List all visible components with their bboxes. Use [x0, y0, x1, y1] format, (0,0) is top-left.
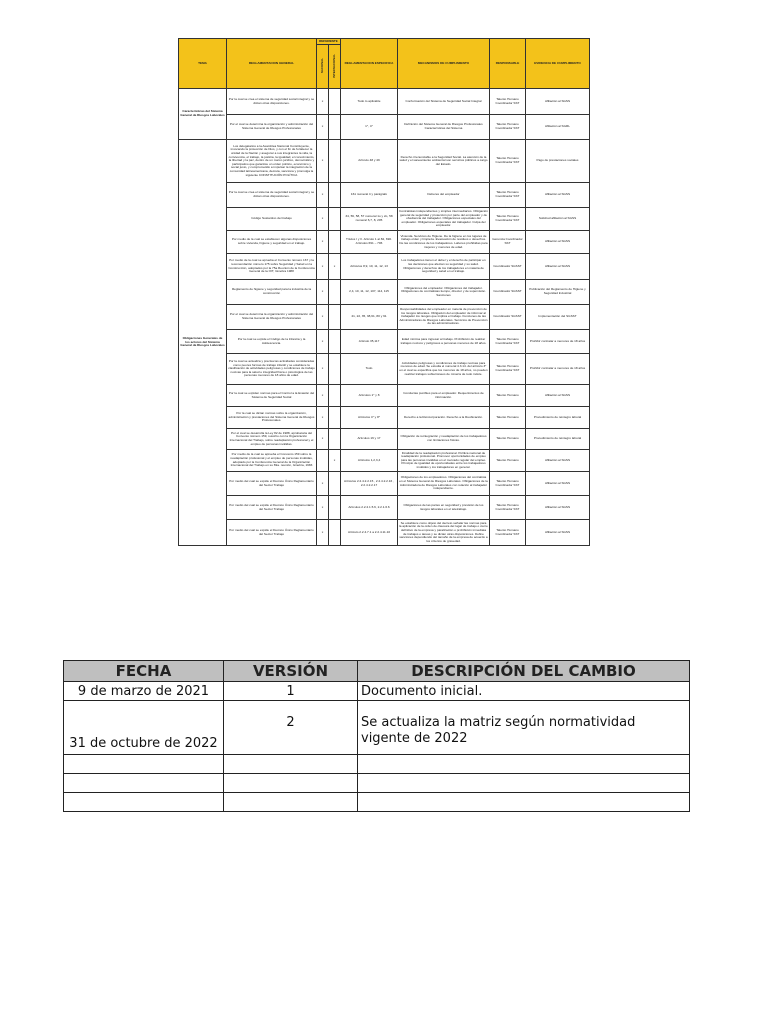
nacional-cell: x: [317, 385, 329, 407]
reg-general-cell: Por la cual se expide el Código de la Infancia y la Adolescencia.: [227, 330, 317, 354]
responsable-cell: Talento Humano Coordinador SST: [490, 472, 526, 496]
responsable-cell: Talento Humano Coordinador SST: [490, 115, 526, 140]
reg-general-cell: Por el cual se desarrolla la Ley 82 de 1988, aprobatoria del Convenio número 159, suscrito con la Organización Internacional del Trabajo, sobre readaptación profesional y el empleo de personas inválidas.: [227, 429, 317, 450]
mecanismo-cell: Finalidad de la readaptación profesional. Política nacional de readaptación profesional. Promover oportunidades de empleo para las personas inválidas en el mercado regular del empleo. Principio de igualdad de oportunidades entre los trabajadores inválidos y los trabajadores en general.: [398, 450, 490, 472]
nacional-cell: x: [317, 407, 329, 429]
change-version: [224, 774, 358, 793]
evidencia-cell: Publicación del Reglamento de Higiene y Seguridad Industrial: [526, 280, 590, 305]
tema-cell: Características del Sistema General de Riesgos Laborales: [179, 89, 227, 140]
evidencia-cell: Implementación del SGSST: [526, 305, 590, 330]
internacional-cell: [329, 472, 341, 496]
reg-especifica-cell: Artículo 2.2.4.7.1 a 2.2.4.11.10: [341, 520, 398, 546]
mecanismo-cell: Deberes del empleador: [398, 183, 490, 208]
change-fecha: 31 de octubre de 2022: [64, 701, 224, 755]
reg-general-cell: Por la cual se actualiza y precisa las actividades consideradas como peores formas de trabajo infantil y se establece la clasificación de actividades peligrosas y condiciones de trabajo nocivas para la salud e integridad física o psicológica de las personas menores de 18 años de edad.: [227, 354, 317, 385]
internacional-cell: [329, 496, 341, 520]
responsable-cell: Talento Humano Coordinador SST: [490, 89, 526, 115]
internacional-cell: [329, 231, 341, 254]
reg-general-cell: Por el cual se determina la organización y administración del Sistema General de Riesgos Profesionales: [227, 305, 317, 330]
nacional-cell: x: [317, 208, 329, 231]
change-fecha: 9 de marzo de 2021: [64, 682, 224, 701]
evidencia-cell: Afiliación al SGSS: [526, 496, 590, 520]
evidencia-cell: Afiliación al SGSS: [526, 520, 590, 546]
matrix-row: [179, 231, 590, 254]
evidencia-cell: Procedimiento de reintegro laboral: [526, 429, 590, 450]
nacional-cell: x: [317, 89, 329, 115]
responsable-cell: Talento Humano Coordinador SST: [490, 140, 526, 183]
reg-general-cell: Reglamento de higiene y seguridad para la industria de la construcción: [227, 280, 317, 305]
reg-especifica-cell: 161 numeral 4 y parágrafo: [341, 183, 398, 208]
matrix-row: [179, 407, 590, 429]
evidencia-cell: Pago de prestaciones sociales: [526, 140, 590, 183]
responsable-cell: Talento Humano Coordinador SST: [490, 183, 526, 208]
mecanismo-cell: Actividades peligrosas y condiciones de trabajo nocivas para menores de edad. Se estudia el numeral 4.3.14. del artículo 3° en el cual se especifica que los menores de 18 años, no pueden realizar trabajos subterráneos de minería de todo índole.: [398, 354, 490, 385]
nacional-cell: x: [317, 305, 329, 330]
nacional-cell: x: [317, 429, 329, 450]
internacional-cell: x: [329, 450, 341, 472]
responsable-cell: Talento Humano Coordinador SST: [490, 496, 526, 520]
change-descripcion: Se actualiza la matriz según normatividad vigente de 2022: [358, 701, 690, 755]
change-header-version: VERSIÓN: [224, 661, 358, 682]
nacional-cell: x: [317, 496, 329, 520]
change-fecha: [64, 774, 224, 793]
evidencia-cell: Afiliación al SGRL: [526, 115, 590, 140]
mecanismo-cell: Edad mínima para ingresar al trabajo. Prohibición de realizar trabajos nocivos y peligrosos a personas menores de 18 años.: [398, 330, 490, 354]
reg-general-cell: Por la cual se crea el sistema de seguridad social integral y se dictan otras disposiciones.: [227, 183, 317, 208]
mecanismo-cell: Contratistas independientes y simples intermediarios. Obligación general de seguridad y protección por parte del empleador y de obediencia del trabajador. Obligaciones especiales del empleador. Obligaciones especiales del trabajador. Culpa del empleador.: [398, 208, 490, 231]
reg-especifica-cell: 2,4, 10, 11, 12, 107, 114, 115: [341, 280, 398, 305]
reg-general-cell: Por la cual se crea el sistema de seguridad social integral y se dictan otras disposiciones.: [227, 89, 317, 115]
reg-general-cell: Por la cual se expiden normas para el Control a la Evasión del Sistema de Seguridad Social: [227, 385, 317, 407]
evidencia-cell: Afiliación al SGSS: [526, 472, 590, 496]
reg-general-cell: Por medio de la cual se aprueba el Convenio número 167 y la recomendación número 175 sobre Seguridad y Salud en la Construcción, adoptados por la 75a Reunión de la Conferencia General de la OIT, Ginebra 1988: [227, 254, 317, 280]
reg-especifica-cell: Todo: [341, 354, 398, 385]
internacional-cell: [329, 115, 341, 140]
change-row: [64, 774, 690, 793]
header-responsable: RESPONSABLE: [490, 39, 526, 89]
header-referente: REFERENTE: [317, 39, 341, 45]
reg-general-cell: Por la cual se dictan normas sobre la organización, administración y prestaciones del Sistema General de Riesgos Profesionales.: [227, 407, 317, 429]
change-descripcion: [358, 774, 690, 793]
matrix-row: [179, 208, 590, 231]
reg-general-cell: Por medio del cual se expide el Decreto Único Reglamentario del Sector Trabajo: [227, 472, 317, 496]
nacional-cell: x: [317, 354, 329, 385]
evidencia-cell: Afiliación al SGSS: [526, 450, 590, 472]
header-mecanismos: MECANISMOS DE CUMPLIMIENTO: [398, 39, 490, 89]
matrix-row: [179, 472, 590, 496]
matrix-body: [179, 89, 590, 546]
matrix-row: [179, 496, 590, 520]
matrix-row: [179, 115, 590, 140]
internacional-cell: [329, 429, 341, 450]
evidencia-cell: Afiliación al SGSS: [526, 254, 590, 280]
header-reglamentacion-especifica: REGLAMENTACION ESPECIFICA: [341, 39, 398, 89]
header-reglamentacion-general: REGLAMENTACION GENERAL: [227, 39, 317, 89]
matrix-row: [179, 89, 590, 115]
internacional-cell: [329, 354, 341, 385]
internacional-cell: x: [329, 254, 341, 280]
reg-especifica-cell: Artículos 2.2.4.1.5.6, 2.2.1.6.6: [341, 496, 398, 520]
mecanismo-cell: Los trabajadores tienen el deber y el derecho de participar en las decisiones que afectan su seguridad y su salud. Obligaciones y derechos de los trabajadores en materia de seguridad y salud en el trabajo.: [398, 254, 490, 280]
matrix-row: [179, 354, 590, 385]
evidencia-cell: Prohibir contratar a menores de 18 años: [526, 330, 590, 354]
mecanismo-cell: Obligaciones de las partes en seguridad y previsión de los riesgos laborales en el teletrabajo.: [398, 496, 490, 520]
reg-general-cell: Código Sustantivo del trabajo: [227, 208, 317, 231]
mecanismo-cell: Responsabilidades del empleador en materia de prevención de los riesgos laborales. Obligación del empleador de informar al trabajador los riesgos que implica el trabajo. Funciones de las Administradoras de Riesgos Laborales. Servicios de Prevención de las administradoras.: [398, 305, 490, 330]
change-header-fecha: FECHA: [64, 661, 224, 682]
matrix-row: [179, 450, 590, 472]
evidencia-cell: Prohibir contratar a menores de 18 años: [526, 354, 590, 385]
responsable-cell: Talento Humano Coordinador SST: [490, 330, 526, 354]
matrix-row: [179, 385, 590, 407]
change-header-descripcion: DESCRIPCIÓN DEL CAMBIO: [358, 661, 690, 682]
responsable-cell: Coordinador SGSST: [490, 305, 526, 330]
responsable-cell: Talento Humano: [490, 407, 526, 429]
mecanismo-cell: Obligaciones del empleador. Obligaciones del trabajador. Obligaciones de contratistas tiempo, director y de supervisión. Sanciones: [398, 280, 490, 305]
mecanismo-cell: Conductas punibles para el empleador. Requerimientos de información.: [398, 385, 490, 407]
change-version: [224, 793, 358, 812]
reg-especifica-cell: 21, 22, 35, 38,61, 80 y 91: [341, 305, 398, 330]
internacional-cell: [329, 305, 341, 330]
internacional-cell: [329, 89, 341, 115]
internacional-cell: [329, 280, 341, 305]
change-row: [64, 755, 690, 774]
reg-especifica-cell: Artículos 16 y 17: [341, 429, 398, 450]
change-fecha: [64, 755, 224, 774]
mecanismo-cell: Se establece como objeto del decreto señalar las normas para la aplicación de la orden de clausura del lugar de trabajo o cierre definitivo de la empresa y paralización o prohibición inmediata de trabajos o tareas y se dictan otras disposiciones. Define sanciones dependiendo del tamaño de la empresa de acuerdo a los criterios de gravedad.: [398, 520, 490, 546]
nacional-cell: x: [317, 231, 329, 254]
evidencia-cell: Afiliación al SGSS: [526, 183, 590, 208]
reg-especifica-cell: Artículos 8,9, 10, 11, 12, 13: [341, 254, 398, 280]
matrix-row: [179, 330, 590, 354]
reg-especifica-cell: Artículos 1° y 8: [341, 385, 398, 407]
reg-especifica-cell: Artículos 1,2,3,4: [341, 450, 398, 472]
responsable-cell: Talento Humano: [490, 450, 526, 472]
reg-general-cell: Por medio del cual se expide el Decreto Único Reglamentario del Sector Trabajo: [227, 520, 317, 546]
evidencia-cell: Procedimiento de reintegro laboral: [526, 407, 590, 429]
matrix-row: [179, 520, 590, 546]
evidencia-cell: Afiliación al SGSS: [526, 231, 590, 254]
nacional-cell: x: [317, 472, 329, 496]
reg-especifica-cell: Artículos 2.2.4.2.2.15 , 2.2.4.2.2.16 , 2.2.4.2.2.17: [341, 472, 398, 496]
reg-especifica-cell: 34, 56, 58, 57 numeral 1o y 2o, 58 numeral 6,7, 8, 205: [341, 208, 398, 231]
nacional-cell: x: [317, 330, 329, 354]
nacional-cell: x: [317, 254, 329, 280]
matrix-row: [179, 183, 590, 208]
change-row: [64, 701, 690, 755]
responsable-cell: Coordinador SGSST: [490, 280, 526, 305]
change-version: 2: [224, 701, 358, 755]
nacional-cell: x: [317, 183, 329, 208]
responsable-cell: Coordinador SGSST: [490, 254, 526, 280]
nacional-cell: x: [317, 115, 329, 140]
header-nacional: NACIONAL: [317, 45, 329, 89]
header-internacional: INTERNACIONAL: [329, 45, 341, 89]
nacional-cell: [317, 450, 329, 472]
responsable-cell: Talento Humano Coordinador SST: [490, 208, 526, 231]
responsable-cell: Talento Humano Coordinador SST: [490, 354, 526, 385]
internacional-cell: [329, 183, 341, 208]
mecanismo-cell: Obligación de reintegración y readaptación de los trabajadores con limitaciones físicas.: [398, 429, 490, 450]
matrix-row: [179, 140, 590, 183]
internacional-cell: [329, 520, 341, 546]
change-fecha: [64, 793, 224, 812]
header-evidencia: EVIDENCIA DE CUMPLIMIENTO: [526, 39, 590, 89]
responsable-cell: Talento Humano Coordinador SST: [490, 520, 526, 546]
internacional-cell: [329, 208, 341, 231]
change-descripcion: [358, 755, 690, 774]
nacional-cell: x: [317, 140, 329, 183]
evidencia-cell: Afiliación al SGSS: [526, 385, 590, 407]
internacional-cell: [329, 385, 341, 407]
change-log-table: [63, 660, 690, 812]
tema-cell: Obligaciones Generales de los actores del Sistema General de Riesgos Laborales: [179, 140, 227, 546]
evidencia-cell: Afiliación al SGSS: [526, 89, 590, 115]
mecanismo-cell: Derecho a la Reincorporación. Derecho a la Reubicación.: [398, 407, 490, 429]
reg-general-cell: Por el cual se determina la organización y administración del Sistema General de Riesgos Profesionales: [227, 115, 317, 140]
evidencia-cell: Solicitud afiliación al SGSS: [526, 208, 590, 231]
nacional-cell: x: [317, 520, 329, 546]
mecanismo-cell: Definición del Sistema General de Riesgos Profesionales Características del Sistema: [398, 115, 490, 140]
matrix-row: [179, 305, 590, 330]
reg-especifica-cell: Artículo 35,117: [341, 330, 398, 354]
mecanismo-cell: Conformación del Sistema de Seguridad Social Integral: [398, 89, 490, 115]
mecanismo-cell: Derecho irrenunciable a la Seguridad Social. La atención de la salud y el saneamiento ambiental son servicios públicos a cargo del Estado.: [398, 140, 490, 183]
mecanismo-cell: Vivienda. Servicios de Higiene. De la higiene en los lugares de trabajo orden y limpieza. Evacuación de residuos o desechos. De las condiciones de los trabajadores. Labores prohibidas para mujeres y menores de edad.: [398, 231, 490, 254]
reg-especifica-cell: 1°, 4°: [341, 115, 398, 140]
change-version: 1: [224, 682, 358, 701]
mecanismo-cell: Obligaciones de los empleadores. Obligaciones del contratista en el Sistema General de Riesgos Laborales. Obligaciones de la Administradora de Riesgos Laborales con relación al trabajador independiente.: [398, 472, 490, 496]
legal-requirements-matrix: [178, 38, 590, 546]
reg-especifica-cell: Todo lo aplicable: [341, 89, 398, 115]
reg-general-cell: Los delegatarios a la Asamblea Nacional Constituyente, invocando la protección de Dios, y con el fin de fortalecer la unidad de la Nación y asegurar a sus integrantes la vida, la convivencia, el trabajo, la justicia, la igualdad, el conocimiento, la libertad y la paz, dentro de un marco jurídico, democrático y participativo que garantice un orden político, económico y social justo, y comprometido a impulsar la integración de la comunidad latinoamericana, decreta, sanciona y promulga la siguiente CONSTITUCIÓN POLÍTICA: [227, 140, 317, 183]
change-descripcion: [358, 793, 690, 812]
reg-general-cell: Por medio del cual se expide el Decreto Único Reglamentario del Sector Trabajo: [227, 496, 317, 520]
change-row: [64, 682, 690, 701]
responsable-cell: Talento Humano: [490, 385, 526, 407]
reg-general-cell: Por medio de la cual se aprueba el Convenio 159 sobre la readaptación profesional y el empleo de personas inválidas, adoptado por la Conferencia General de la Organización Internacional del Trabajo en su 69a. reunión, Ginebra, 1983: [227, 450, 317, 472]
change-descripcion: Documento inicial.: [358, 682, 690, 701]
responsable-cell: Talento Humano: [490, 429, 526, 450]
internacional-cell: [329, 407, 341, 429]
change-row: [64, 793, 690, 812]
matrix-row: [179, 429, 590, 450]
reg-especifica-cell: Títulos I y II. Artículo 1 al 82, 690. Artículos 691 – 706: [341, 231, 398, 254]
responsable-cell: Gerencia Coordinador SST: [490, 231, 526, 254]
internacional-cell: [329, 330, 341, 354]
matrix-row: [179, 280, 590, 305]
nacional-cell: x: [317, 280, 329, 305]
change-version: [224, 755, 358, 774]
matrix-row: [179, 254, 590, 280]
header-tema: TEMA: [179, 39, 227, 89]
reg-especifica-cell: Artículo 48 y 49: [341, 140, 398, 183]
internacional-cell: [329, 140, 341, 183]
reg-general-cell: Por medio de la cual se establecen algunas disposiciones sobre vivienda, higiene y seguridad en el trabajo.: [227, 231, 317, 254]
reg-especifica-cell: Artículos 4° y 8°: [341, 407, 398, 429]
